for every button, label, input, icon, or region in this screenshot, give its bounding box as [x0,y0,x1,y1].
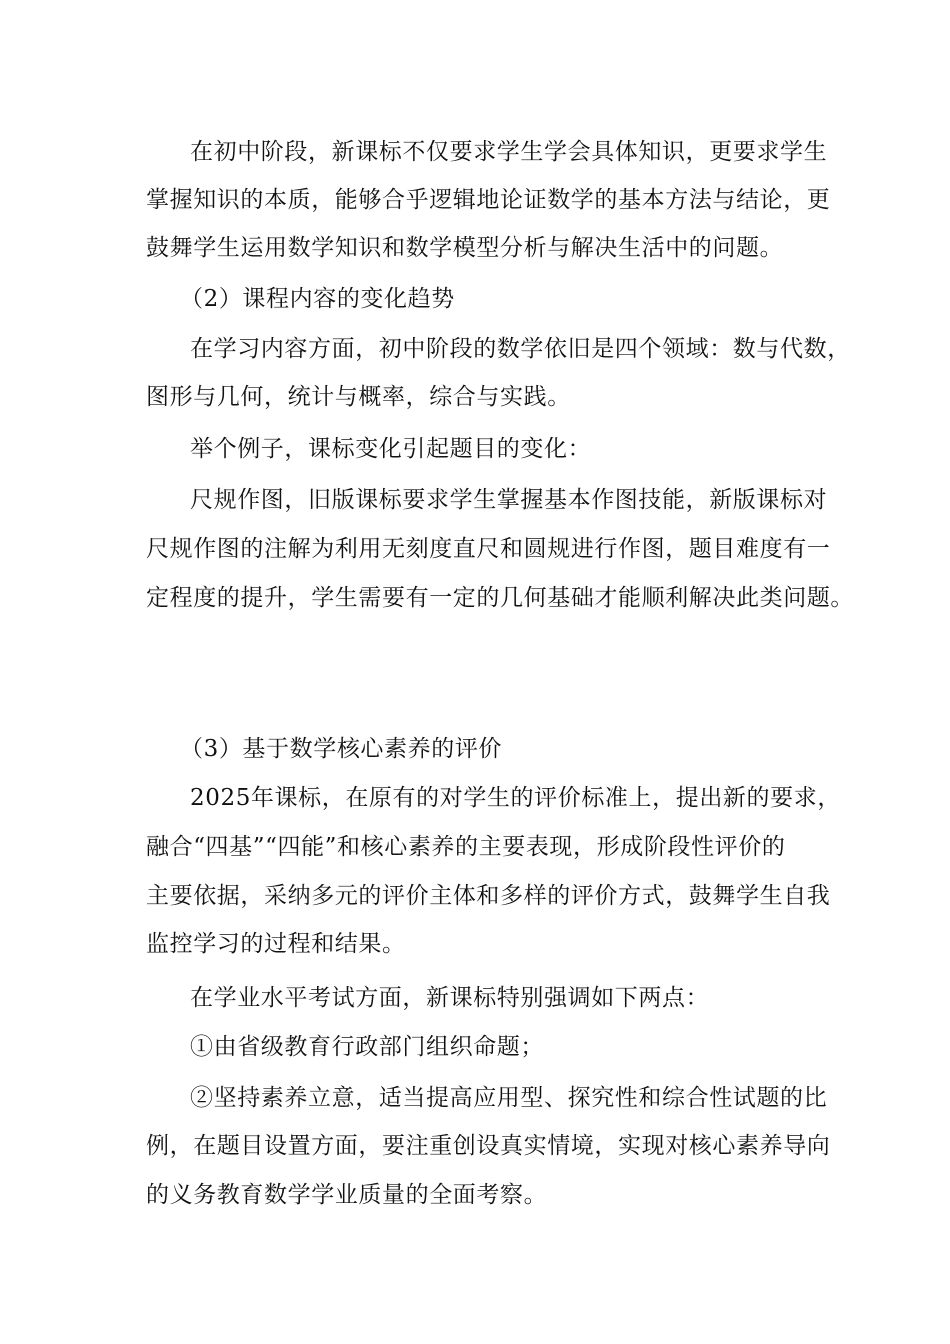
paragraph-line: 融合“四基”“四能”和核心素养的主要表现，形成阶段性评价的 [146,834,786,860]
paragraph-line: 在学习内容方面，初中阶段的数学依旧是四个领域：数与代数， [190,336,851,362]
paragraph-line: 定程度的提升，学生需要有一定的几何基础才能顺利解决此类问题。 [146,585,854,611]
list-item: ①由省级教育行政部门组织命题； [190,1034,544,1060]
section-heading: （3）基于数学核心素养的评价 [180,736,503,762]
paragraph-line: 例，在题目设置方面，要注重创设真实情境，实现对核心素养导向 [146,1133,831,1159]
paragraph-line: 尺规作图的注解为利用无刻度直尺和圆规进行作图，题目难度有一 [146,536,831,562]
paragraph-line: 监控学习的过程和结果。 [146,931,406,957]
list-item: ②坚持素养立意，适当提高应用型、探究性和综合性试题的比 [190,1085,828,1111]
paragraph-line: 2025年课标，在原有的对学生的评价标准上，提出新的要求， [190,785,841,811]
paragraph-line: 鼓舞学生运用数学知识和数学模型分析与解决生活中的问题。 [146,235,784,261]
paragraph-line: 主要依据，采纳多元的评价主体和多样的评价方式，鼓舞学生自我 [146,883,831,909]
paragraph-line: 在学业水平考试方面，新课标特别强调如下两点： [190,985,710,1011]
paragraph-line: 在初中阶段，新课标不仅要求学生学会具体知识，更要求学生 [190,139,828,165]
paragraph-line: 尺规作图，旧版课标要求学生掌握基本作图技能，新版课标对 [190,487,828,513]
section-heading: （2）课程内容的变化趋势 [180,286,455,312]
paragraph-line: 图形与几何，统计与概率，综合与实践。 [146,384,571,410]
paragraph-line: 掌握知识的本质，能够合乎逻辑地论证数学的基本方法与结论，更 [146,187,831,213]
paragraph-line: 的义务教育数学学业质量的全面考察。 [146,1182,548,1208]
paragraph-line: 举个例子，课标变化引起题目的变化： [190,436,592,462]
